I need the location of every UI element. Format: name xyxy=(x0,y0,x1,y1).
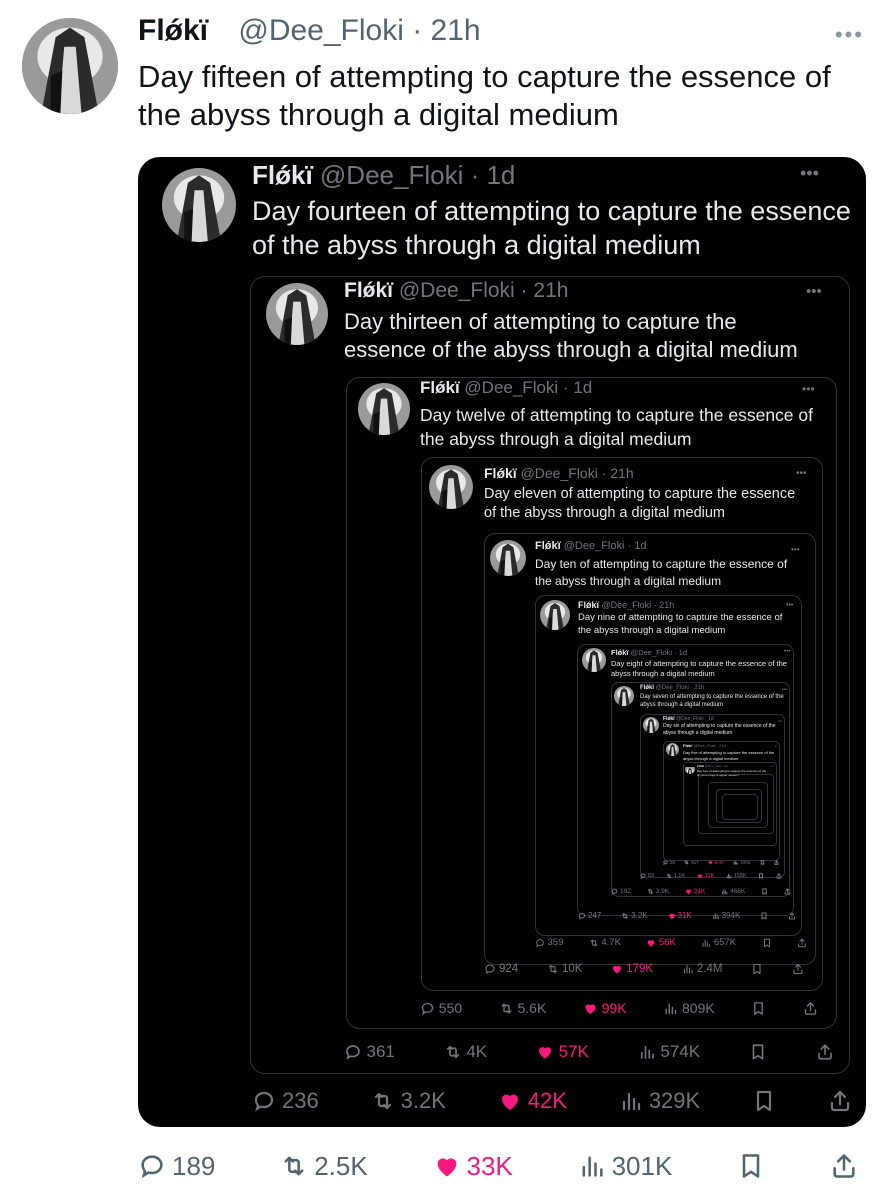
reposts-count: 3.9K xyxy=(655,888,670,895)
heart-icon xyxy=(433,1152,461,1180)
quoted-time: 21h xyxy=(694,685,705,691)
quoted-meta: @Dee_Floki · 1d xyxy=(319,160,516,190)
bookmark-icon xyxy=(760,860,765,865)
repost-icon xyxy=(499,1001,514,1016)
share-icon xyxy=(776,873,782,879)
reply-button[interactable] xyxy=(344,1042,395,1062)
more-options-icon[interactable]: ••• xyxy=(771,764,775,768)
bookmark-button[interactable] xyxy=(758,873,764,879)
views-button[interactable] xyxy=(663,1000,714,1016)
quoted-meta: @Dee_Floki · 1d xyxy=(704,764,728,768)
reposts-count: 10K xyxy=(561,963,583,975)
likes-count: 42K xyxy=(527,1088,567,1113)
bookmark-icon xyxy=(760,912,768,920)
heart-icon xyxy=(708,860,713,865)
more-options-icon[interactable]: ••• xyxy=(791,545,800,554)
reposts-count: 2.5K xyxy=(314,1150,368,1181)
more-options-icon[interactable]: ••• xyxy=(802,382,815,396)
repost-icon xyxy=(280,1152,308,1180)
quoted-avatar[interactable] xyxy=(643,717,659,733)
replies-count: 247 xyxy=(588,911,602,920)
quoted-handle[interactable]: @Dee_Floki xyxy=(319,160,464,190)
share-icon xyxy=(830,1152,858,1180)
quoted-time: 1d xyxy=(678,648,688,657)
quoted-author-name[interactable]: Flǿkï xyxy=(344,279,394,302)
author-meta: @Dee_Floki · 21h xyxy=(238,14,481,47)
views-button[interactable] xyxy=(701,937,736,948)
quoted-tweet-actions xyxy=(611,888,791,895)
bookmark-button[interactable] xyxy=(749,1043,767,1061)
quoted-handle[interactable]: @Dee_Floki xyxy=(563,540,625,552)
quoted-avatar[interactable] xyxy=(162,168,236,242)
bookmark-icon xyxy=(762,938,772,948)
views-icon xyxy=(733,860,738,865)
quoted-tweet-text: Day twelve of attempting to capture the essence of the abyss through a digital medium xyxy=(420,405,813,449)
quoted-avatar[interactable] xyxy=(540,600,570,630)
quoted-handle[interactable]: @Dee_Floki xyxy=(704,764,722,768)
views-button[interactable] xyxy=(619,1088,700,1114)
views-count: 158K xyxy=(733,873,747,879)
quoted-tweet-text: Day eleven of attempting to capture the essence of the abyss through a digital medium xyxy=(484,486,796,521)
likes-count: 56K xyxy=(658,937,676,948)
reposts-count: 617 xyxy=(691,860,699,865)
views-count: 301K xyxy=(611,1150,673,1181)
views-button[interactable] xyxy=(638,1042,700,1062)
quoted-avatar[interactable] xyxy=(582,648,606,672)
quoted-tweet-actions xyxy=(484,963,804,975)
quoted-tweet-text: Day thirteen of attempting to capture the essence of the abyss through a digital medium xyxy=(344,309,798,362)
quoted-header xyxy=(611,648,687,657)
views-count: 466K xyxy=(730,888,746,895)
views-button[interactable] xyxy=(682,963,723,975)
quoted-time: 21h xyxy=(610,465,634,481)
share-button[interactable] xyxy=(784,888,791,895)
avatar-image xyxy=(22,18,118,114)
quoted-author-name[interactable]: Flǿkï xyxy=(611,648,629,657)
reply-button[interactable] xyxy=(640,873,654,879)
views-icon xyxy=(682,963,694,975)
quoted-author-name[interactable]: Flǿkï xyxy=(683,743,693,748)
bookmark-icon xyxy=(761,888,768,895)
share-button[interactable] xyxy=(797,938,807,948)
likes-count: 99K xyxy=(601,1000,627,1016)
reposts-count: 1.1K xyxy=(673,873,686,879)
replies-count: 36 xyxy=(670,860,676,865)
likes-count: 31K xyxy=(693,888,706,895)
author-name[interactable]: Flǿkï xyxy=(138,14,209,47)
views-icon xyxy=(619,1089,643,1113)
repost-button[interactable] xyxy=(371,1088,446,1114)
more-options-icon[interactable]: ••• xyxy=(834,22,864,47)
more-options-icon[interactable]: ••• xyxy=(782,687,788,693)
quoted-time: 21h xyxy=(719,743,726,748)
likes-count: 33K xyxy=(466,1150,513,1181)
bookmark-button[interactable] xyxy=(760,912,768,920)
quoted-avatar[interactable] xyxy=(685,764,695,774)
quoted-handle[interactable]: @Dee_Floki xyxy=(520,465,598,481)
quoted-time: 21h xyxy=(533,279,569,302)
quoted-tweet-actions xyxy=(535,937,807,948)
like-button[interactable] xyxy=(583,1000,627,1016)
tweet-header xyxy=(138,14,481,48)
quoted-tweet-actions xyxy=(420,1000,818,1016)
bookmark-icon xyxy=(749,1043,767,1061)
views-icon xyxy=(701,938,711,948)
share-button[interactable] xyxy=(774,860,779,865)
bookmark-icon xyxy=(737,1152,765,1180)
quoted-meta: @Dee_Floki · 21h xyxy=(520,465,634,481)
bookmark-icon xyxy=(751,1001,766,1016)
quoted-author-name[interactable]: Flǿkï xyxy=(420,378,460,397)
nested-quote-frame xyxy=(722,794,758,820)
heart-icon xyxy=(646,938,656,948)
reposts-count: 5.6K xyxy=(517,1000,547,1016)
quoted-handle[interactable]: @Dee_Floki xyxy=(655,685,689,691)
views-icon xyxy=(578,1152,606,1180)
share-icon xyxy=(803,1001,818,1016)
more-options-icon[interactable]: ••• xyxy=(774,744,778,748)
reply-icon xyxy=(535,938,545,948)
quoted-handle[interactable]: @Dee_Floki xyxy=(693,743,716,748)
reply-button[interactable] xyxy=(252,1088,319,1114)
heart-icon xyxy=(536,1043,554,1061)
bookmark-button[interactable] xyxy=(737,1152,765,1180)
quoted-header xyxy=(663,716,714,722)
quoted-meta: @Dee_Floki · 21h xyxy=(398,279,569,302)
views-count: 2.4M xyxy=(696,963,723,975)
replies-count: 361 xyxy=(366,1042,395,1061)
repost-icon xyxy=(371,1089,395,1113)
repost-icon xyxy=(589,938,599,948)
views-icon xyxy=(663,1001,678,1016)
quoted-avatar[interactable] xyxy=(266,283,328,345)
reply-button[interactable] xyxy=(663,860,675,865)
share-button[interactable] xyxy=(828,1089,852,1113)
quoted-tweet-text: Day nine of attempting to capture the essence of the abyss through a digital medium xyxy=(578,612,783,636)
quoted-meta: @Dee_Floki · 1d xyxy=(464,378,593,397)
quoted-header xyxy=(484,465,634,481)
share-icon xyxy=(784,888,791,895)
quoted-time: 1d xyxy=(708,716,714,722)
likes-count: 6.4K xyxy=(714,860,725,865)
reply-icon xyxy=(640,873,646,879)
quoted-tweet-text: Day eight of attempting to capture the essence of the abyss through a digital medium xyxy=(611,659,787,678)
repost-button[interactable] xyxy=(547,963,582,975)
share-button[interactable] xyxy=(788,912,796,920)
like-button[interactable] xyxy=(685,888,706,895)
repost-button[interactable] xyxy=(621,911,647,920)
share-icon xyxy=(792,963,804,975)
repost-icon xyxy=(444,1043,462,1061)
like-button[interactable] xyxy=(668,911,692,920)
quoted-tweet-actions xyxy=(640,873,782,879)
bookmark-icon xyxy=(758,873,764,879)
quoted-handle[interactable]: @Dee_Floki xyxy=(676,716,704,722)
views-count: 574K xyxy=(660,1042,701,1061)
quoted-header xyxy=(535,540,646,552)
replies-count: 924 xyxy=(499,963,519,975)
quoted-tweet-actions xyxy=(578,911,796,920)
repost-button[interactable] xyxy=(280,1151,368,1182)
quoted-tweet-text: Day fourteen of attempting to capture the essence of the abyss through a digital medium xyxy=(252,196,851,260)
reply-icon xyxy=(611,888,618,895)
quoted-handle[interactable]: @Dee_Floki xyxy=(601,600,652,610)
bookmark-button[interactable] xyxy=(761,888,768,895)
quoted-author-name[interactable]: Flǿkï xyxy=(535,540,561,552)
likes-count: 31K xyxy=(677,911,692,920)
more-options-icon[interactable]: ••• xyxy=(800,163,819,183)
quoted-avatar[interactable] xyxy=(490,540,526,576)
repost-icon xyxy=(647,888,654,895)
like-button[interactable] xyxy=(536,1042,589,1062)
quoted-tweet-text: Day five of attempting to capture the essence of the abyss through a digital medium xyxy=(683,750,775,761)
replies-count: 550 xyxy=(438,1000,463,1016)
reply-icon xyxy=(420,1001,435,1016)
views-button[interactable] xyxy=(733,860,751,865)
share-icon xyxy=(774,860,779,865)
reposts-count: 4K xyxy=(466,1042,488,1061)
repost-icon xyxy=(547,963,559,975)
heart-icon xyxy=(697,873,703,879)
reply-button[interactable] xyxy=(138,1151,215,1182)
quoted-tweet-text: Day seven of attempting to capture the essence of the abyss through a digital medium xyxy=(640,694,784,708)
share-button[interactable] xyxy=(816,1043,834,1061)
quoted-header xyxy=(640,685,704,691)
bookmark-button[interactable] xyxy=(751,1001,766,1016)
quoted-time: 21h xyxy=(659,600,675,610)
share-button[interactable] xyxy=(776,873,782,879)
bookmark-icon xyxy=(752,1089,776,1113)
quoted-meta: @Dee_Floki · 1d xyxy=(630,648,688,657)
views-button[interactable] xyxy=(726,873,747,879)
replies-count: 359 xyxy=(547,937,564,948)
quoted-avatar[interactable] xyxy=(429,465,473,509)
views-count: 329K xyxy=(648,1088,701,1113)
bookmark-icon xyxy=(751,963,763,975)
views-count: 100K xyxy=(740,860,751,865)
reply-button[interactable] xyxy=(420,1000,462,1016)
heart-icon xyxy=(685,888,692,895)
tweet-text: Day fifteen of attempting to capture the essence of the abyss through a digital medium xyxy=(138,59,831,132)
like-button[interactable] xyxy=(433,1151,513,1182)
repost-button[interactable] xyxy=(647,888,669,895)
quoted-author-name[interactable]: Flǿkï xyxy=(484,465,517,481)
repost-button[interactable] xyxy=(684,860,699,865)
like-button[interactable] xyxy=(708,860,724,865)
replies-count: 83 xyxy=(648,873,655,879)
repost-icon xyxy=(666,873,672,879)
like-button[interactable] xyxy=(498,1088,567,1114)
quoted-tweet-text: Day four of attempting to capture the essence of the abyss through a digital medium xyxy=(697,769,767,777)
quoted-meta: @Dee_Floki · 21h xyxy=(601,600,675,610)
like-button[interactable] xyxy=(697,873,714,879)
quoted-header xyxy=(420,378,592,398)
reply-icon xyxy=(344,1043,362,1061)
quoted-meta: @Dee_Floki · 21h xyxy=(655,685,705,691)
quoted-time: 1d xyxy=(573,378,593,397)
views-count: 809K xyxy=(682,1000,715,1016)
quoted-author-name[interactable]: Flǿkï xyxy=(252,160,313,190)
reply-button[interactable] xyxy=(535,937,563,948)
repost-icon xyxy=(621,912,629,920)
views-icon xyxy=(712,912,720,920)
views-button[interactable] xyxy=(578,1151,673,1182)
views-count: 657K xyxy=(713,937,736,948)
quoted-tweet-text: Day ten of attempting to capture the essence of the abyss through a digital medium xyxy=(535,557,788,588)
likes-count: 11K xyxy=(704,873,715,879)
quoted-author-name[interactable]: Flǿkï xyxy=(697,764,705,768)
quoted-handle[interactable]: @Dee_Floki xyxy=(464,378,559,397)
reply-icon xyxy=(252,1089,276,1113)
reply-icon xyxy=(663,860,668,865)
reposts-count: 3.2K xyxy=(400,1088,446,1113)
replies-count: 189 xyxy=(172,1150,216,1181)
bookmark-button[interactable] xyxy=(752,1089,776,1113)
quoted-handle[interactable]: @Dee_Floki xyxy=(630,648,672,657)
quoted-avatar[interactable] xyxy=(358,383,410,435)
author-handle[interactable]: @Dee_Floki xyxy=(238,14,404,47)
tweet-time[interactable]: 21h xyxy=(430,14,481,47)
heart-icon xyxy=(498,1089,522,1113)
like-button[interactable] xyxy=(611,963,653,975)
like-button[interactable] xyxy=(646,937,675,948)
more-options-icon[interactable]: ••• xyxy=(796,468,807,479)
views-button[interactable] xyxy=(712,911,741,920)
share-icon xyxy=(816,1043,834,1061)
repost-icon xyxy=(684,860,689,865)
more-options-icon[interactable]: ••• xyxy=(784,649,791,655)
tweet-actions xyxy=(138,1146,858,1186)
reply-button[interactable] xyxy=(611,888,631,895)
quoted-time: 1d xyxy=(634,540,647,552)
reposts-count: 4.7K xyxy=(601,937,621,948)
repost-button[interactable] xyxy=(499,1000,547,1016)
quoted-meta: @Dee_Floki · 21h xyxy=(693,743,726,748)
more-options-icon[interactable]: ••• xyxy=(806,283,822,300)
share-button[interactable] xyxy=(830,1152,858,1180)
reply-button[interactable] xyxy=(578,911,601,920)
quoted-meta: @Dee_Floki · 1d xyxy=(563,540,647,552)
avatar[interactable] xyxy=(22,18,118,114)
quoted-author-name[interactable]: Flǿkï xyxy=(663,716,675,722)
quoted-author-name[interactable]: Flǿkï xyxy=(640,685,655,691)
views-button[interactable] xyxy=(721,888,745,895)
heart-icon xyxy=(668,912,676,920)
share-icon xyxy=(828,1089,852,1113)
reply-icon xyxy=(484,963,496,975)
likes-count: 57K xyxy=(558,1042,589,1061)
bookmark-button[interactable] xyxy=(760,860,765,865)
quoted-header xyxy=(344,279,568,303)
views-icon xyxy=(721,888,728,895)
quoted-meta: @Dee_Floki · 1d xyxy=(676,716,714,722)
share-button[interactable] xyxy=(792,963,804,975)
quoted-header xyxy=(697,764,727,768)
heart-icon xyxy=(583,1001,598,1016)
reply-icon xyxy=(578,912,586,920)
repost-button[interactable] xyxy=(589,937,621,948)
replies-count: 236 xyxy=(282,1088,319,1113)
more-options-icon[interactable]: ••• xyxy=(778,718,783,723)
quoted-author-name[interactable]: Flǿkï xyxy=(578,600,600,610)
more-options-icon[interactable]: ••• xyxy=(786,602,794,609)
reply-button[interactable] xyxy=(484,963,518,975)
quoted-tweet-actions xyxy=(252,1088,852,1114)
repost-button[interactable] xyxy=(666,873,685,879)
heart-icon xyxy=(611,963,623,975)
views-icon xyxy=(726,873,732,879)
repost-button[interactable] xyxy=(444,1042,487,1062)
views-count: 394K xyxy=(721,911,741,920)
views-icon xyxy=(638,1043,656,1061)
quoted-avatar[interactable] xyxy=(614,686,634,706)
bookmark-button[interactable] xyxy=(751,963,763,975)
quoted-tweet-actions xyxy=(344,1042,834,1062)
quoted-time: 1d xyxy=(724,764,728,768)
share-icon xyxy=(797,938,807,948)
quoted-handle[interactable]: @Dee_Floki xyxy=(398,279,515,302)
quoted-header xyxy=(252,160,515,191)
quoted-header xyxy=(578,600,674,610)
share-button[interactable] xyxy=(803,1001,818,1016)
bookmark-button[interactable] xyxy=(762,938,772,948)
replies-count: 192 xyxy=(620,888,631,895)
quoted-tweet-actions xyxy=(663,860,779,865)
reposts-count: 3.2K xyxy=(631,911,648,920)
reply-icon xyxy=(138,1152,166,1180)
quoted-avatar[interactable] xyxy=(666,743,679,756)
quoted-time: 1d xyxy=(486,160,516,190)
quoted-tweet-text: Day six of attempting to capture the essence of the abyss through a digital medium xyxy=(663,723,776,736)
quoted-header xyxy=(683,743,726,748)
likes-count: 179K xyxy=(626,963,654,975)
share-icon xyxy=(788,912,796,920)
